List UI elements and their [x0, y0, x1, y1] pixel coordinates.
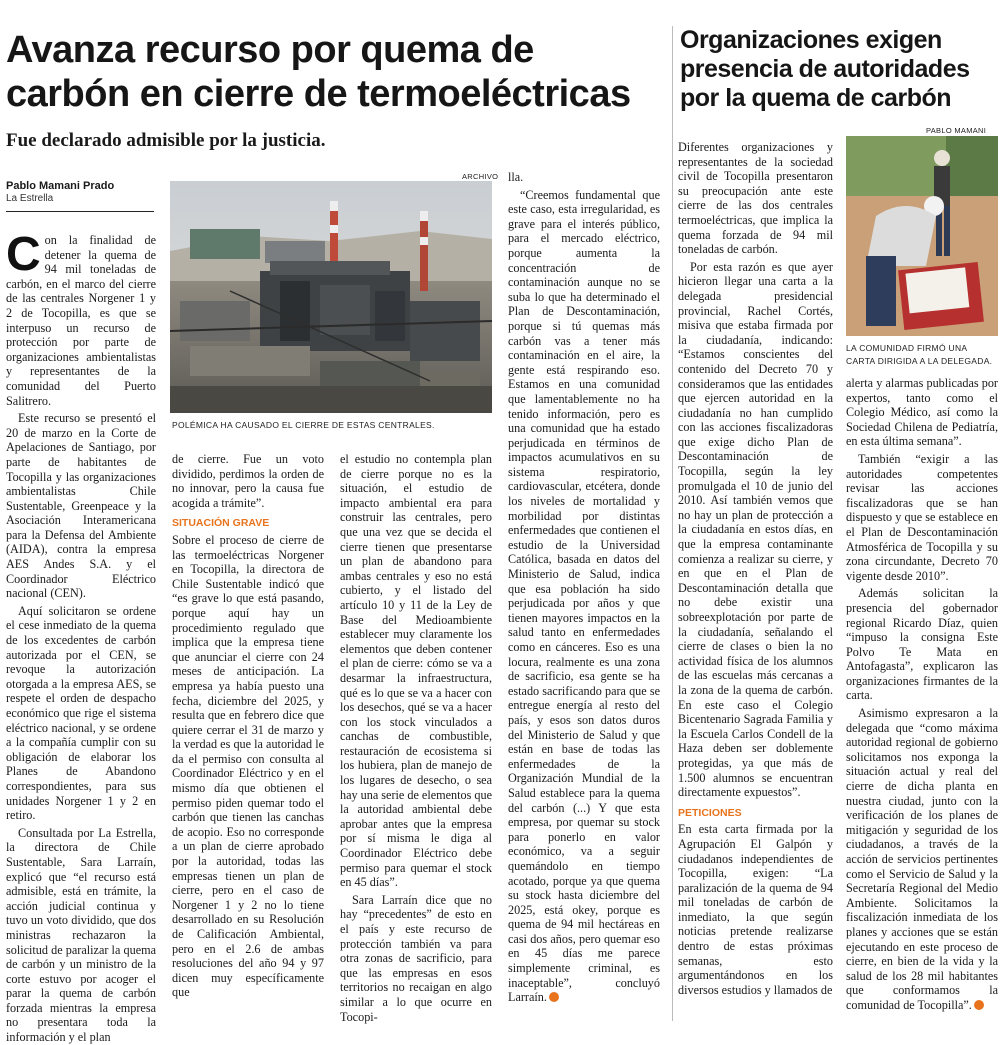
people-signing-photo [846, 136, 998, 336]
paragraph: Por esta razón es que ayer hicieron llegar una carta a la delegada presidencial provincial, Rachel Cortés, misiva que estaba firmada por la ciudadanía, indicando: “Estamos conscientes del contenido del Decreto 70 y consideramos que las entidades que ejercen autoridad en la ciudadanía no han cumplido con las acciones fiscalizadoras que exige dicho Plan de Descontaminación de Tocopilla, según la ley promulgada el 10 de junio del 2010. Así también vemos que no hay un plan de protección a la ciudadanía en estos días, en que la empresa contaminante comienza a realizar su cierre, y en que en el Plan de Descontaminación detalla que no debe existir una sobreexplotación por parte de la ciudadanía, señalando el cierre de clases o bien la no actividad física de los alumnos de las escuelas más cercanas a la zona de la quema de carbón. En este caso el Colegio Bicentenario Sagrada Familia y la Escuela Carlos Condell de la Haza deben ser doblemente protegidas, ya que más de 1.500 alumnos se encuentran directamente expuestos”. [678, 259, 833, 800]
paragraph: En esta carta firmada por la Agrupación El Galpón y ciudadanos independientes de Tocopilla, exigen: “La paralización de la quema de 94 mil toneladas de carbón de inmediato, la que según noticias pretende realizarse dentro de estas próximas semanas, esto argumentándonos en los diversos estudios y llamados de [678, 822, 833, 997]
paragraph: alerta y alarmas publicadas por expertos, tanto como el Colegio Médico, así como la Sociedad Chilena de Pediatría, en esta última semana”. [846, 376, 998, 449]
end-of-article-icon [549, 992, 559, 1002]
paragraph: lla. [508, 170, 524, 184]
paragraph: de cierre. Fue un voto dividido, perdimos la orden de no innovar, pero la causa fue acogida a trámite”. [172, 452, 324, 510]
side-photo-credit: PABLO MAMANI [926, 126, 987, 135]
side-photo-caption: LA COMUNIDAD FIRMÓ UNA CARTA DIRIGIDA A LA DELEGADA. [846, 343, 993, 366]
section-heading-peticiones: PETICIONES [678, 806, 742, 819]
paragraph: Este recurso se presentó el 20 de marzo en la Corte de Apelaciones de Santiago, por parte de habitantes de Tocopilla y las organizaciones ambientalistas Chile Sustentable, Greenpeace y la Asociación Interamericana para la Defensa del Ambiente (AIDA), contra la empresa AES Andes S.A. y el Coordinador Eléctrico nacional (CEN). [6, 411, 156, 601]
side-column-a [678, 140, 833, 1022]
author-name: Pablo Mamani Prado [6, 180, 115, 192]
main-photo-credit: ARCHIVO [462, 172, 499, 181]
author-outlet: La Estrella [6, 193, 54, 204]
paragraph [508, 188, 660, 1005]
column-divider [672, 26, 673, 1021]
paragraph: on la finalidad de detener la quema de 94 mil toneladas de carbón, en el marco del cierre de las centrales Norgener 1 y 2 de Tocopilla, es que se interpuso un recurso de protección por parte de organizaciones ambientalistas y representantes de la comunidad del Puerto Salitrero. [6, 233, 156, 408]
paragraph [846, 706, 998, 1012]
paragraph: Sara Larraín dice que no hay “precedentes” de esto en el país y este recurso de protección también va para otra zonas de sacrificio, para que las empresas en esos territorios no recaigan en algo similar a lo que ocurre en Tocopi- [340, 892, 492, 1024]
paragraph-text: Asimismo expresaron a la delegada que “como máxima autoridad regional de gobierno solicitamos nos exponga la situación actual y real del cierre de dicha planta en nuestra ciudad, junto con la verificación de los planes de mitigación y seguridad de los ciudadanos, a través de la acción de servicios pertinentes como el Servicio de Salud y la Secretaría Regional del Medio Ambiente. Solicitamos la fiscalización inmediata de los planes y acciones que se están ejecutando en este proceso de cierre, en bien de la vida y la salud de los 28 mil habitantes que conformamos la comunidad de Tocopilla”. [846, 706, 998, 1012]
author-rule [6, 211, 154, 212]
main-subheadline: Fue declarado admisible por la justicia. [6, 130, 326, 151]
section-heading-situacion: SITUACIÓN GRAVE [172, 517, 270, 530]
side-photo [846, 136, 998, 336]
paragraph: También “exigir a las autoridades competentes revisar las acciones fiscalizadoras que se han dispuesto y que se establece en el Plan de Descontaminación Atmosférica de Tocopilla y su zona circundante, Decreto 70 vigente desde 2010”. [846, 451, 998, 583]
main-photo [170, 181, 492, 413]
side-headline: Organizaciones exigen presencia de autoridades por la quema de carbón [680, 26, 970, 112]
paragraph: Además solicitan la presencia del gobernador regional Ricardo Díaz, quien “impuso la consigna Este Polvo Te Mata en Antofagasta”, explicaron las organizaciones firmantes de la carta. [846, 586, 998, 703]
paragraph: el estudio no contempla plan de cierre porque no es la situación, el estudio de impacto ambiental era para construir las centrales, pero que una vez que se decida el cierre tienen que presentarse un plan de abandono para ambas centrales y eso no está cubierto, y el listado del artículo 10 y 11 de la Ley de Base del Medioambiente establecer muy claramente los elementos que deben contener el plan de cierre: cómo se va a desarmar la infraestructura, qué es lo que se va a hacer con los desechos, qué se va a hacer con los stock vinculados a canchas de combustible, restauración de ecosistema si los hubiera, plan de manejo de los lugares de desecho, o sea hay una serie de elementos que la autoridad ambiental debe aprobar antes que la empresa por sí misma le diga al Coordinador Eléctrico debe permiso para quemar el stock en 45 días”. [340, 452, 492, 890]
end-of-article-icon [974, 1000, 984, 1010]
paragraph-text: “Creemos fundamental que este caso, esta irregularidad, es grave para el interés público, para el mercado eléctrico, porque aumenta la concentración de contaminación aunque no se suba lo que ha determinado el Plan de Descontaminación, porque si tú quemas más carbón vas a tener más contaminación en el aire, la gente está respirando eso. Estamos en una comunidad que lamentablemente no ha tenido información, pero es una comunidad que ha estado perjudicada en términos de impactos acumulativos en su sistema respiratorio, cardiovascular, etcétera, donde los niveles de mortalidad y morbilidad por distintas enfermedades que contienen el estudio de la Universidad Católica, basada en datos del Ministerio de Salud, indica que esa población ha sido perjudicada por años y que tienen mayores impactos en la salud tanto en enfermedades como en cánceres. Eso es una locura, realmente es una zona de sacrificio, esa gente se ha estado sacrificando para que se entregue energía al resto del país, y esos son datos duros del Ministerio de Salud y que están en base de todas las enfermedades de la Organización Mundial de la Salud establece para la quema del carbón (...) Y que esta empresa, por quemar su stock para ponerlo en valor económico, va a seguir quemándolo en tiempo acotado, porque ya que quema su stock hasta diciembre del 2025, está okey, porque es quema de 94 mil hectáreas en casi dos años, pero quemar eso en 45 días me parece simplemente criminal, es inaceptable”, concluyó Larraín. [508, 187, 660, 1005]
side-column-b [846, 376, 998, 1022]
power-plant-photo [170, 181, 492, 413]
paragraph: Diferentes organizaciones y representantes de la sociedad civil de Tocopilla presentaron su preocupación ante este cierre de las dos centrales termoeléctricas, que implica la quema forzada de 94 mil toneladas de carbón. [678, 140, 833, 257]
paragraph: Consultada por La Estrella, la directora de Chile Sustentable, Sara Larraín, explicó que “el recurso está admisible, está en trámite, la acción judicial continua y tuvo un voto dividido, que dos ministras rechazaron la solicitud de paralizar la quema de carbón y un ministro de la corte estuvo por acoger el parar la quema de carbón forzada mientras la empresa no presentara toda la información y el plan [6, 825, 156, 1045]
drop-cap: C [6, 228, 41, 281]
main-headline: Avanza recurso por quema de carbón en cierre de termoeléctricas [6, 29, 631, 115]
main-column-4 [508, 170, 660, 1022]
main-column-2 [172, 452, 324, 1022]
main-column-3 [340, 452, 492, 1022]
paragraph: Aquí solicitaron se ordene el cese inmediato de la quema de los excedentes de carbón autorizada por el CEN, se revoque la autorización otorgada a la empresa AES, se respete el orden de despacho económico que rige el sistema eléctrico nacional, y se ordene a la compañía cumplir con su obligación de elaborar los Planes de Abandono correspondientes, para sus unidades Norgener 1 y 2 en retiro. [6, 603, 156, 823]
main-photo-caption: POLÉMICA HA CAUSADO EL CIERRE DE ESTAS CENTRALES. [172, 420, 435, 430]
main-column-1 [6, 228, 156, 1045]
paragraph: Sobre el proceso de cierre de las termoeléctricas Norgener en Tocopilla, la directora de Chile Sustentable indicó que “es grave lo que está pasando, porque aquí hay un procedimiento regulado que implica que la empresa tiene que anunciar el cierre con 24 meses de anticipación. La empresa ya había puesto una fecha, diciembre del 2025, y resulta que en febrero dice que quiere cerrar el 31 de marzo y la verdad es que la autoridad le da el permiso con consulta al Coordinador Eléctrico y en el mismo día que obtienen el permiso piden quemar todo el carbón que tienen las canchas de acopio. Eso no corresponde a un plan de cierre aprobado por la autoridad, todas las empresas tienen un plan de cierre, pero en el caso de Norgener 1 y 2 no lo tiene desarrollado en su Resolución de Calificación Ambiental, pero en el 2.6 de ambas resoluciones del año 94 y 97 dicen muy específicamente que [172, 532, 324, 1000]
